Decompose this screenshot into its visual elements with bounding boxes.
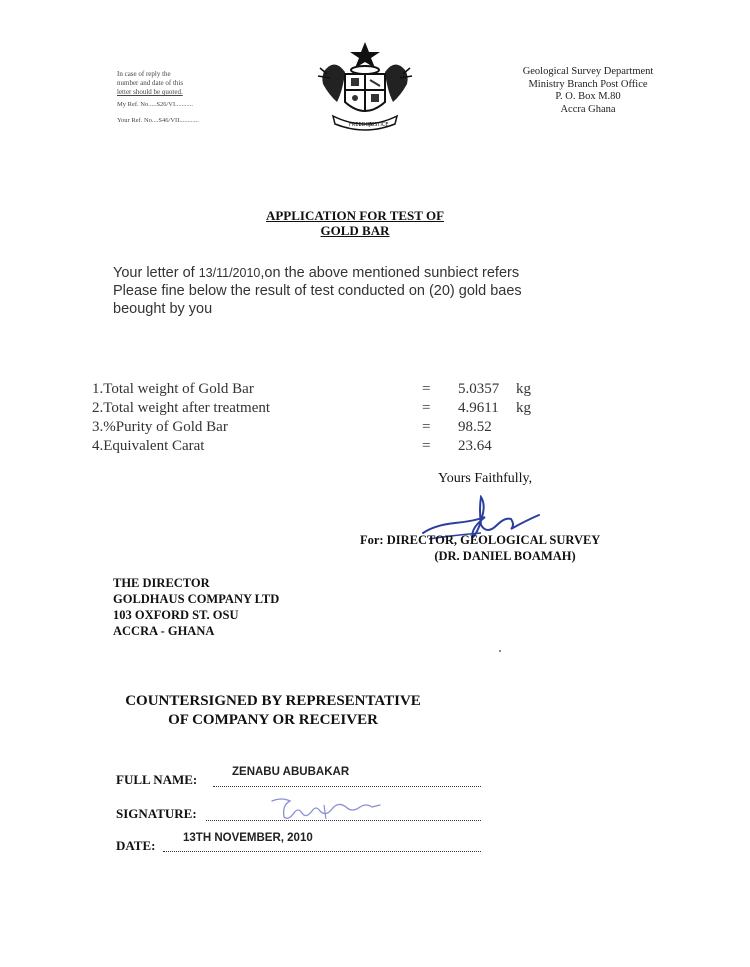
full-name-value: ZENABU ABUBAKAR <box>232 766 350 778</box>
signature-label: SIGNATURE: <box>116 806 197 821</box>
address-line: Accra Ghana <box>560 103 616 115</box>
body-paragraph <box>113 264 673 318</box>
result-equals: = <box>422 438 431 454</box>
document-title <box>215 208 495 238</box>
address-line: Geological Survey Department <box>522 66 654 77</box>
result-unit: kg <box>516 381 531 397</box>
closing-salutation: Yours Faithfully, <box>438 471 533 486</box>
coat-of-arms-emblem <box>315 40 415 135</box>
result-equals: = <box>422 419 431 435</box>
body-line3: beought by you <box>113 301 213 317</box>
result-row <box>92 399 572 418</box>
address-line: P. O. Box M.80 <box>555 91 621 102</box>
reference-note-line3: letter should be quoted. <box>117 88 183 96</box>
reference-note <box>117 70 183 97</box>
addressee-line: THE DIRECTOR <box>113 576 210 590</box>
countersigned-line2: OF COMPANY OR RECEIVER <box>168 712 378 728</box>
body-line1-post: ,on the above mentioned sunbiect refers <box>260 265 520 281</box>
test-results <box>92 380 572 456</box>
addressee-line: ACCRA - GHANA <box>113 624 215 638</box>
signature-field <box>116 806 197 822</box>
date-label: DATE: <box>116 838 156 853</box>
full-name-label: FULL NAME: <box>116 772 198 787</box>
result-value: 4.9611 <box>458 400 499 416</box>
result-value: 5.0357 <box>458 381 500 397</box>
result-row <box>92 380 572 399</box>
signatory-block <box>360 532 650 564</box>
reference-note-line1: In case of reply the <box>117 70 171 78</box>
addressee-line: 103 OXFORD ST. OSU <box>113 608 239 622</box>
addressee-block <box>113 575 279 639</box>
result-value: 23.64 <box>458 438 492 454</box>
receiver-signature <box>268 795 388 825</box>
address-line: Ministry Branch Post Office <box>528 78 648 90</box>
result-unit: kg <box>516 400 531 416</box>
result-label: 2.Total weight after treatment <box>92 400 271 416</box>
my-reference: My Ref. No.....S26/VI........... <box>117 101 194 108</box>
body-line1-pre: Your letter of <box>113 265 199 281</box>
body-line2: Please fine below the result of test conducted on (20) gold baes <box>113 283 522 299</box>
date-line <box>163 851 481 852</box>
stray-mark <box>499 650 501 652</box>
full-name-field <box>116 772 197 788</box>
full-name-line <box>213 786 481 787</box>
signatory-title: For: DIRECTOR, GEOLOGICAL SURVEY <box>360 533 601 547</box>
date-field <box>116 838 155 854</box>
countersigned-line1: COUNTERSIGNED BY REPRESENTATIVE <box>125 693 421 709</box>
reference-note-line2: number and date of this <box>117 79 184 87</box>
date-value: 13TH NOVEMBER, 2010 <box>183 832 313 844</box>
result-label: 1.Total weight of Gold Bar <box>92 381 254 397</box>
result-row <box>92 437 572 456</box>
body-line1 <box>113 264 673 282</box>
title-line1: APPLICATION FOR TEST OF <box>265 208 445 223</box>
result-label: 4.Equivalent Carat <box>92 438 205 454</box>
motto-text-2: JUSTICE <box>369 122 389 128</box>
addressee-line: GOLDHAUS COMPANY LTD <box>113 592 280 606</box>
signatory-name: (DR. DANIEL BOAMAH) <box>434 549 576 563</box>
motto-text-1: FREEDOM <box>349 122 374 128</box>
your-reference: Your Ref. No....S46/VII............ <box>117 117 199 124</box>
result-equals: = <box>422 381 431 397</box>
result-row <box>92 418 572 437</box>
title-line2: GOLD BAR <box>320 223 390 238</box>
sender-address <box>488 66 688 116</box>
result-equals: = <box>422 400 431 416</box>
result-value: 98.52 <box>458 419 492 435</box>
result-label: 3.%Purity of Gold Bar <box>92 419 228 435</box>
countersigned-heading <box>103 692 443 730</box>
letter-date: 13/11/2010 <box>198 266 261 280</box>
